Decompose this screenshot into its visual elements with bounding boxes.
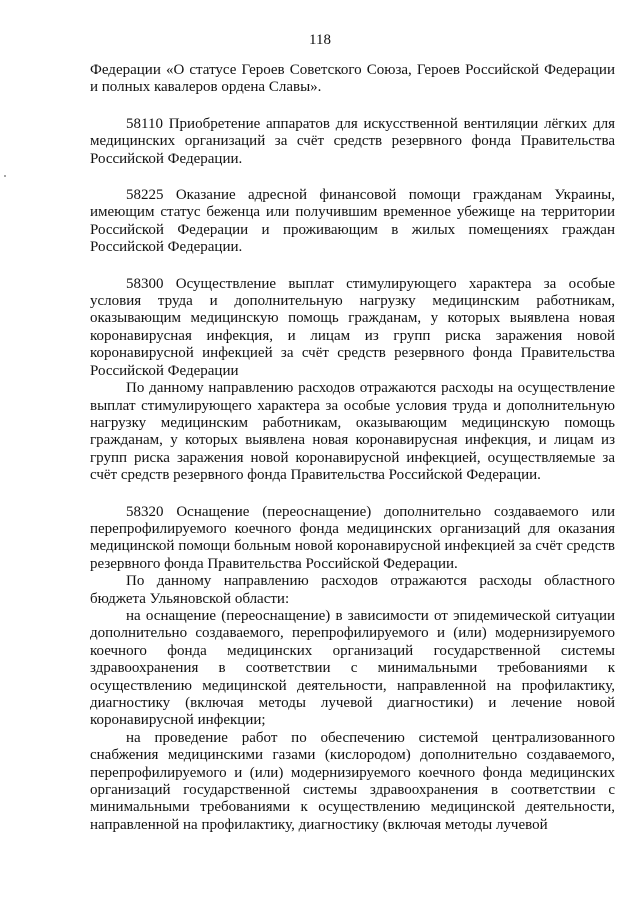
paragraph-code-58320: 58320 Оснащение (переоснащение) дополнительно создаваемого или перепрофилируемого коечного фонда медицинских организаций для оказания медицинской помощи больным новой коронавирусной инфекцией за счёт средств резервного фонда Правительства Российской Федерации.: [90, 503, 615, 572]
paragraph-58320-description: По данному направлению расходов отражаются расходы областного бюджета Ульяновской области:: [90, 573, 615, 607]
list-item-oxygen-supply: на проведение работ по обеспечению системой централизованного снабжения медицинскими газами (кислородом) дополнительно создаваемого, перепрофилируемого и (или) модернизируемого коечного фонда медицинских организаций государственной системы здравоохранения в соответствии с минимальными требованиями к осуществлению медицинской деятельности, направленной на профилактику, диагностику (включая методы лучевой: [90, 729, 615, 833]
paragraph-58300-description: По данному направлению расходов отражаются расходы на осуществление выплат стимулирующего характера за особые условия труда и дополнительную нагрузку медицинским работникам, оказывающим медицинскую помощь гражданам, у которых выявлена новая коронавирусная инфекция, и лицам из групп риска заражения новой коронавирусной инфекцией, осуществляемые за счёт средств резервного фонда Правительства Российской Федерации.: [90, 380, 615, 484]
paragraph-code-58110: 58110 Приобретение аппаратов для искусственной вентиляции лёгких для медицинских организаций за счёт средств резервного фонда Правительства Российской Федерации.: [90, 115, 615, 167]
margin-mark: [4, 175, 6, 177]
document-body: [90, 62, 615, 834]
paragraph-code-58300: 58300 Осуществление выплат стимулирующего характера за особые условия труда и дополнительную нагрузку медицинским работникам, оказывающим медицинскую помощь гражданам, у которых выявлена новая коронавирусная инфекция, и лицам из групп риска заражения новой коронавирусной инфекцией за счёт средств резервного фонда Правительства Российской Федерации: [90, 275, 615, 379]
list-item-equipment: на оснащение (переоснащение) в зависимости от эпидемической ситуации дополнительно создаваемого, перепрофилируемого и (или) модернизируемого коечного фонда медицинских организаций государственной системы здравоохранения в соответствии с минимальными требованиями к осуществлению медицинской деятельности, направленной на профилактику, диагностику (включая методы лучевой диагностики) и лечение новой коронавирусной инфекции;: [90, 607, 615, 729]
page-number: 118: [309, 32, 331, 48]
paragraph-code-58225: 58225 Оказание адресной финансовой помощи гражданам Украины, имеющим статус беженца или получившим временное убежище на территории Российской Федерации и проживающим в жилых помещениях граждан Российской Федерации.: [90, 187, 615, 256]
paragraph-continuation: Федерации «О статусе Героев Советского Союза, Героев Российской Федерации и полных кавалеров ордена Славы».: [90, 62, 615, 96]
